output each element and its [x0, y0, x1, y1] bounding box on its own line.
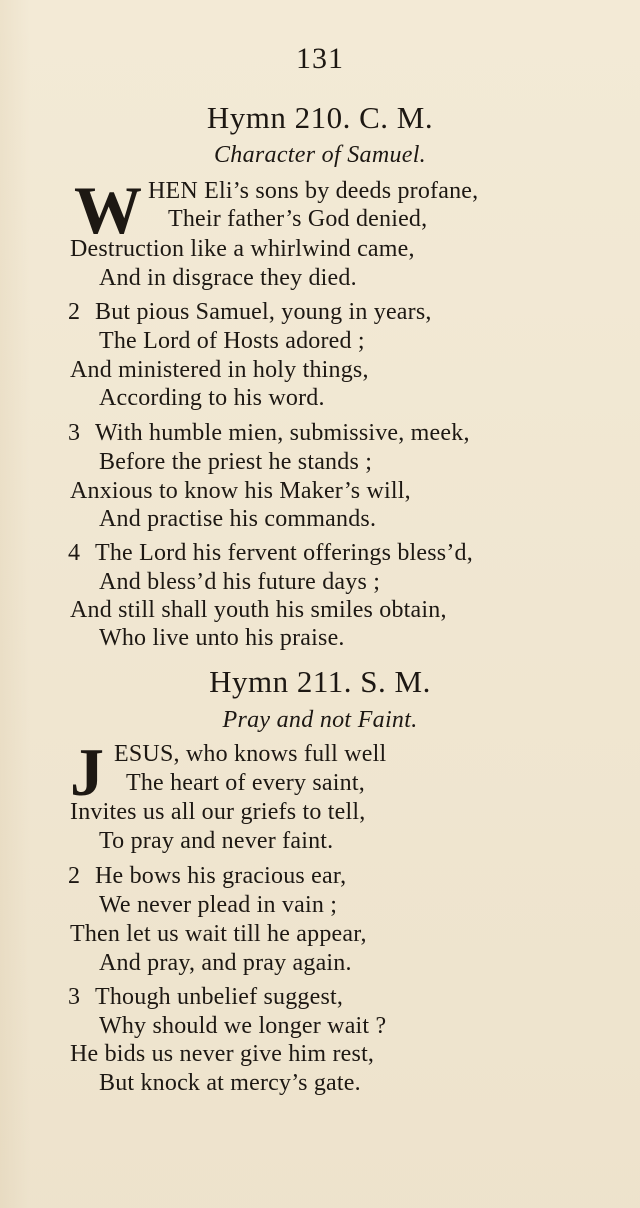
- hymn-210-verse-1-line-4: And in disgrace they died.: [99, 265, 357, 291]
- hymn-211-verse-2-line-2: We never plead in vain ;: [99, 892, 338, 918]
- hymn-210-verse-4-line-2: And bless’d his future days ;: [99, 569, 381, 595]
- hymn-210-verse-3-line-1: [68, 421, 470, 445]
- hymn-211-verse-2-line-1: [68, 864, 346, 888]
- hymn-211-subtitle: Pray and not Faint.: [222, 707, 418, 733]
- hymn-210-subtitle: Character of Samuel.: [214, 142, 426, 168]
- hymn-211-verse-3-line-4: But knock at mercy’s gate.: [99, 1070, 361, 1096]
- hymn-211-verse-1-line-3: Invites us all our griefs to tell,: [70, 799, 366, 825]
- hymn-210-verse-4-line-3: And still shall youth his smiles obtain,: [70, 597, 447, 623]
- hymn-210-heading: Hymn 210. C. M.: [206, 100, 434, 135]
- verse-text: With humble mien, submissive, meek,: [95, 420, 470, 446]
- hymn-211-verse-3-line-2: Why should we longer wait ?: [99, 1013, 387, 1039]
- hymn-210-verse-2-line-2: The Lord of Hosts adored ;: [99, 328, 365, 354]
- verse-number: 2: [68, 299, 81, 325]
- hymn-210-verse-2-line-4: According to his word.: [99, 385, 325, 411]
- verse-text: Though unbelief suggest,: [95, 984, 344, 1010]
- verse-number: 4: [68, 540, 81, 566]
- hymn-211-verse-1-line-4: To pray and never faint.: [99, 828, 334, 854]
- verse-text: The Lord his fervent offerings bless’d,: [95, 540, 473, 566]
- hymn-211-heading: Hymn 211. S. M.: [209, 664, 431, 699]
- page-number: 131: [296, 42, 344, 75]
- verse-number: 3: [68, 984, 81, 1010]
- hymn-210-verse-3-line-2: Before the priest he stands ;: [99, 449, 373, 475]
- hymn-210-verse-1-line-2: Their father’s God denied,: [168, 206, 428, 232]
- hymn-210-verse-3-line-4: And practise his commands.: [99, 506, 377, 532]
- hymn-210-verse-4-line-1: [68, 541, 473, 565]
- hymn-211-drop-cap: J: [70, 734, 103, 810]
- hymn-210-verse-4-line-4: Who live unto his praise.: [99, 625, 345, 651]
- hymn-211-verse-2-line-4: And pray, and pray again.: [99, 950, 352, 976]
- hymn-210-verse-2-line-1: [68, 300, 432, 324]
- hymn-210-verse-3-line-3: Anxious to know his Maker’s will,: [70, 478, 411, 504]
- hymn-211-verse-2-line-3: Then let us wait till he appear,: [70, 921, 367, 947]
- hymn-211-verse-3-line-1: [68, 985, 343, 1009]
- verse-text: He bows his gracious ear,: [95, 863, 347, 889]
- hymn-211-verse-1-line-1: ESUS, who knows full well: [114, 741, 387, 767]
- hymn-210-drop-cap: W: [74, 172, 141, 248]
- verse-number: 2: [68, 863, 81, 889]
- verse-number: 3: [68, 420, 81, 446]
- hymn-210-verse-1-line-3: Destruction like a whirlwind came,: [70, 236, 415, 262]
- verse-text: But pious Samuel, young in years,: [95, 299, 432, 325]
- hymn-210-verse-2-line-3: And ministered in holy things,: [70, 357, 369, 383]
- hymn-211-verse-1-line-2: The heart of every saint,: [126, 770, 365, 796]
- hymn-211-verse-3-line-3: He bids us never give him rest,: [70, 1041, 375, 1067]
- hymn-210-verse-1-line-1: HEN Eli’s sons by deeds profane,: [148, 178, 479, 204]
